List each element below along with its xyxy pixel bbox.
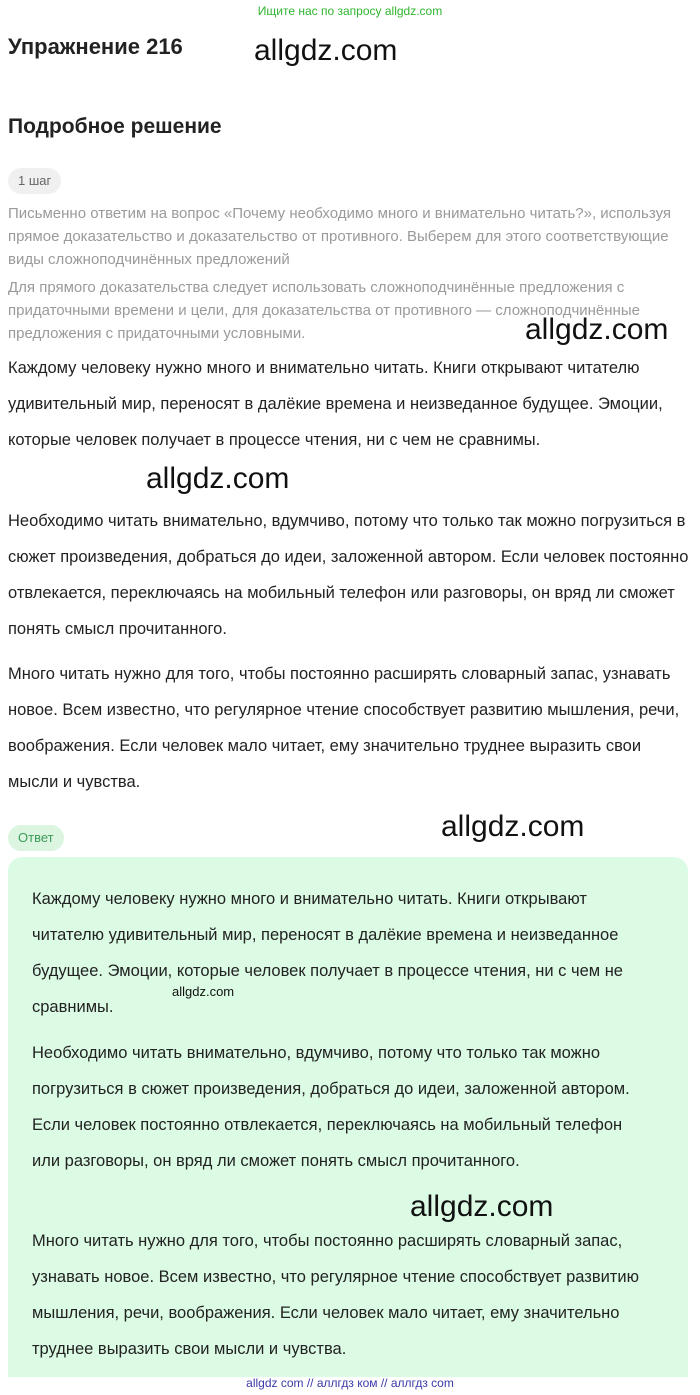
page-title: Упражнение 216 (8, 34, 183, 59)
footer-links[interactable]: allgdz com // аллгдз ком // аллгдз com (246, 1376, 454, 1390)
answer-paragraph: Необходимо читать внимательно, вдумчиво, потому что только так можно погрузиться в сюжет произведения, добраться до идеи, заложенной автором. Если человек постоянно отвлекается, переключаясь на мобильный телефон или разговоры, он вряд ли сможет понять смысл прочитанного. (32, 1044, 630, 1170)
watermark: allgdz.com (525, 313, 669, 346)
step-hint: Письменно ответим на вопрос «Почему необходимо много и внимательно читать?», используя прямое доказательство и доказательство от противного. Выберем для этого соответствующие виды сложноподчинённых предложений (8, 205, 672, 268)
watermark: allgdz.com (254, 34, 398, 67)
answer-paragraph: Каждому человеку нужно много и внимательно читать. Книги открывают читателю удивительный мир, переносят в далёкие времена и неизведанное будущее. Эмоции, которые человек получает в процессе чтения, ни с чем не сравнимы. (32, 890, 623, 1016)
step-hint: Для прямого доказательства следует использовать сложноподчинённые предложения с придаточными времени и цели, для доказательства от противного — сложноподчинённые предложения с придаточными условными. (8, 279, 640, 342)
watermark: allgdz.com (172, 984, 235, 999)
answer-badge: Ответ (8, 825, 64, 851)
solution-paragraph: Необходимо читать внимательно, вдумчиво, потому что только так можно погрузиться в сюжет произведения, добраться до идеи, заложенной автором. Если человек постоянно отвлекается, переключаясь на мобильный телефон или разговоры, он вряд ли сможет понять смысл прочитанного. (8, 512, 689, 638)
watermark: allgdz.com (410, 1190, 554, 1223)
answer-box (8, 857, 688, 1377)
solution-paragraph: Каждому человеку нужно много и внимательно читать. Книги открывают читателю удивительный мир, переносят в далёкие времена и неизведанное будущее. Эмоции, которые человек получает в процессе чтения, ни с чем не сравнимы. (8, 359, 663, 449)
solution-paragraph: Много читать нужно для того, чтобы постоянно расширять словарный запас, узнавать новое. Всем известно, что регулярное чтение способствует развитию мышления, речи, воображения. Если человек мало читает, ему значительно труднее выразить свои мысли и чувства. (8, 665, 680, 791)
section-title: Подробное решение (8, 115, 222, 138)
search-hint-link[interactable]: Ищите нас по запросу allgdz.com (257, 4, 443, 18)
step-badge: 1 шаг (8, 168, 61, 194)
watermark: allgdz.com (441, 810, 585, 843)
answer-paragraph: Много читать нужно для того, чтобы постоянно расширять словарный запас, узнавать новое. Всем известно, что регулярное чтение способствует развитию мышления, речи, воображения. Если человек мало читает, ему значительно труднее выразить свои мысли и чувства. (32, 1232, 639, 1358)
watermark: allgdz.com (146, 462, 290, 495)
